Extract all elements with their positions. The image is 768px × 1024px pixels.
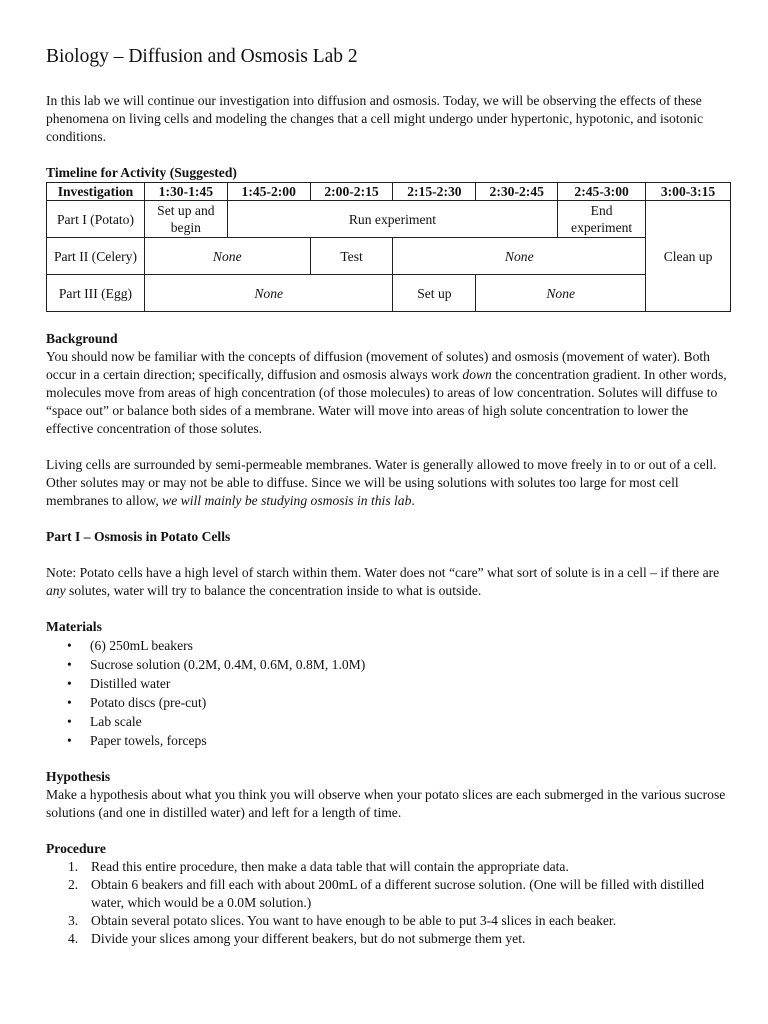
background-heading: Background — [46, 331, 118, 346]
part2-none-cell: None — [144, 238, 310, 275]
part3-setup-cell: Set up — [393, 275, 476, 312]
list-item: • (6) 250mL beakers — [67, 636, 732, 655]
part3-label-cell: Part III (Egg) — [47, 275, 145, 312]
list-item: 1. Read this entire procedure, then make a data table that will contain the appropriate data. — [68, 859, 569, 874]
procedure-list — [46, 858, 732, 948]
part2-label-cell: Part II (Celery) — [47, 238, 145, 275]
step-number: 2. — [68, 877, 79, 892]
part3-none-cell: None — [144, 275, 393, 312]
header-cell: 2:15-2:30 — [393, 183, 476, 201]
part2-none-cell: None — [393, 238, 646, 275]
background-paragraph-2: Living cells are surrounded by semi-permeable membranes. Water is generally allowed to move freely in to or out of a cell. Other solutes may or may not be able to diffuse. Since we will be using solutions with solutes too large for most cell membranes to allow, we will mainly be studying osmosis in this lab. — [46, 457, 717, 508]
part1-end-cell: End experiment — [558, 201, 646, 238]
background-paragraph-1: You should now be familiar with the concepts of diffusion (movement of solutes) and osmosis (movement of water). Both occur in a certain direction; specifically, diffusion and osmosis always work down the concentration gradient. In other words, molecules move from areas of high concentration (of those molecules) to areas of low concentration. Solutes will diffuse to “space out” or balance both sides of a membrane. Water will move into areas of high solute concentration to lower the effective concentration of those solutes. — [46, 349, 727, 436]
list-item: • Distilled water — [67, 674, 732, 693]
timeline-heading: Timeline for Activity (Suggested) — [46, 165, 237, 180]
procedure-heading: Procedure — [46, 841, 106, 856]
cleanup-cell: Clean up — [646, 201, 731, 312]
document-title: Biology – Diffusion and Osmosis Lab 2 — [46, 46, 358, 67]
intro-paragraph: In this lab we will continue our investigation into diffusion and osmosis. Today, we will be observing the effects of these phenomena on living cells and modeling the changes that a cell might undergo under hypertonic, hypotonic, and isotonic conditions. — [46, 93, 704, 144]
header-cell: 2:30-2:45 — [476, 183, 558, 201]
hypothesis-heading: Hypothesis — [46, 769, 111, 784]
header-cell: 3:00-3:15 — [646, 183, 731, 201]
list-item: • Sucrose solution (0.2M, 0.4M, 0.6M, 0.8M, 1.0M) — [67, 655, 732, 674]
part1-setup-cell: Set up and begin — [144, 201, 227, 238]
materials-heading: Materials — [46, 619, 102, 634]
list-item: • Potato discs (pre-cut) — [67, 693, 732, 712]
timeline-header-row — [47, 183, 731, 201]
part2-test-cell: Test — [310, 238, 393, 275]
header-cell: 2:00-2:15 — [310, 183, 393, 201]
table-row — [47, 201, 731, 238]
part3-none-cell: None — [476, 275, 646, 312]
part1-label-cell: Part I (Potato) — [47, 201, 145, 238]
header-cell: Investigation — [47, 183, 145, 201]
list-item: • Lab scale — [67, 712, 732, 731]
timeline-table — [46, 182, 731, 312]
header-cell: 1:30-1:45 — [144, 183, 227, 201]
part1-note: Note: Potato cells have a high level of starch within them. Water does not “care” what sort of solute is in a cell – if there are any solutes, water will try to balance the concentration inside to what is outside. — [46, 565, 720, 598]
list-item: 4. Divide your slices among your different beakers, but do not submerge them yet. — [68, 931, 526, 946]
list-item: • Paper towels, forceps — [67, 731, 732, 750]
header-cell: 2:45-3:00 — [558, 183, 646, 201]
list-item: 3. Obtain several potato slices. You want to have enough to be able to put 3-4 slices in each beaker. — [68, 913, 617, 928]
table-row — [47, 238, 731, 275]
document-page — [46, 44, 732, 948]
table-row — [47, 275, 731, 312]
hypothesis-text: Make a hypothesis about what you think you will observe when your potato slices are each submerged in the various sucrose solutions (and one in distilled water) and left for a length of time. — [46, 787, 726, 820]
step-number: 4. — [68, 931, 79, 946]
header-cell: 1:45-2:00 — [227, 183, 310, 201]
step-number: 1. — [68, 859, 79, 874]
part1-run-cell: Run experiment — [227, 201, 557, 238]
step-number: 3. — [68, 913, 79, 928]
part1-heading: Part I – Osmosis in Potato Cells — [46, 529, 231, 544]
list-item: 2. Obtain 6 beakers and fill each with about 200mL of a different sucrose solution. (One will be filled with distilled water, which would be a 0.0M solution.) — [68, 877, 705, 910]
materials-list — [46, 636, 732, 750]
